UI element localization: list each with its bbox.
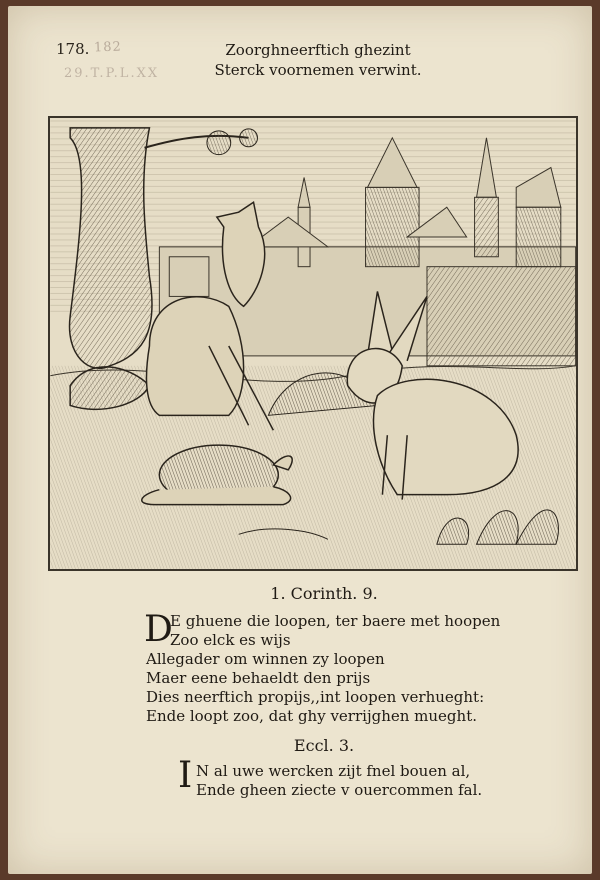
motto-line-1: Zoorghneerftich ghezint [225,41,411,59]
engraving-illustration [50,118,576,569]
verse-2-line: Ende gheen ziecte v ouercommen fal. [196,781,483,799]
verse-2 [146,762,482,800]
pencil-annotation: 182 [93,39,123,56]
emblem-motto [8,40,600,80]
pencil-annotation-shelfmark: 29.T.P.L.XX [64,66,160,81]
page-number: 178. [56,40,90,58]
verse-1-line: Allegader om winnen zy loopen [146,650,385,668]
scripture-reference-2: Eccl. 3. [293,736,355,755]
verse-1-line: Dies neerftich propijs,,int loopen verhueght: [146,688,485,706]
verse-1-line: E ghuene die loopen, ter baere met hoopen [170,612,501,630]
verse-1 [144,609,501,726]
motto-line-2: Sterck voornemen verwint. [214,61,422,79]
drop-cap-1: D [144,609,173,650]
engraving-plate [48,116,578,571]
book-page [8,6,592,874]
scripture-reference-1: 1. Corinth. 9. [270,584,378,603]
drop-cap-2: I [178,755,193,796]
verse-1-line: Zoo elck es wijs [170,631,291,649]
verse-1-line: Ende loopt zoo, dat ghy verrijghen mueght. [146,707,477,725]
verse-1-line: Maer eene behaeldt den prijs [146,669,371,687]
verse-2-line: N al uwe wercken zijt fnel bouen al, [196,762,471,780]
